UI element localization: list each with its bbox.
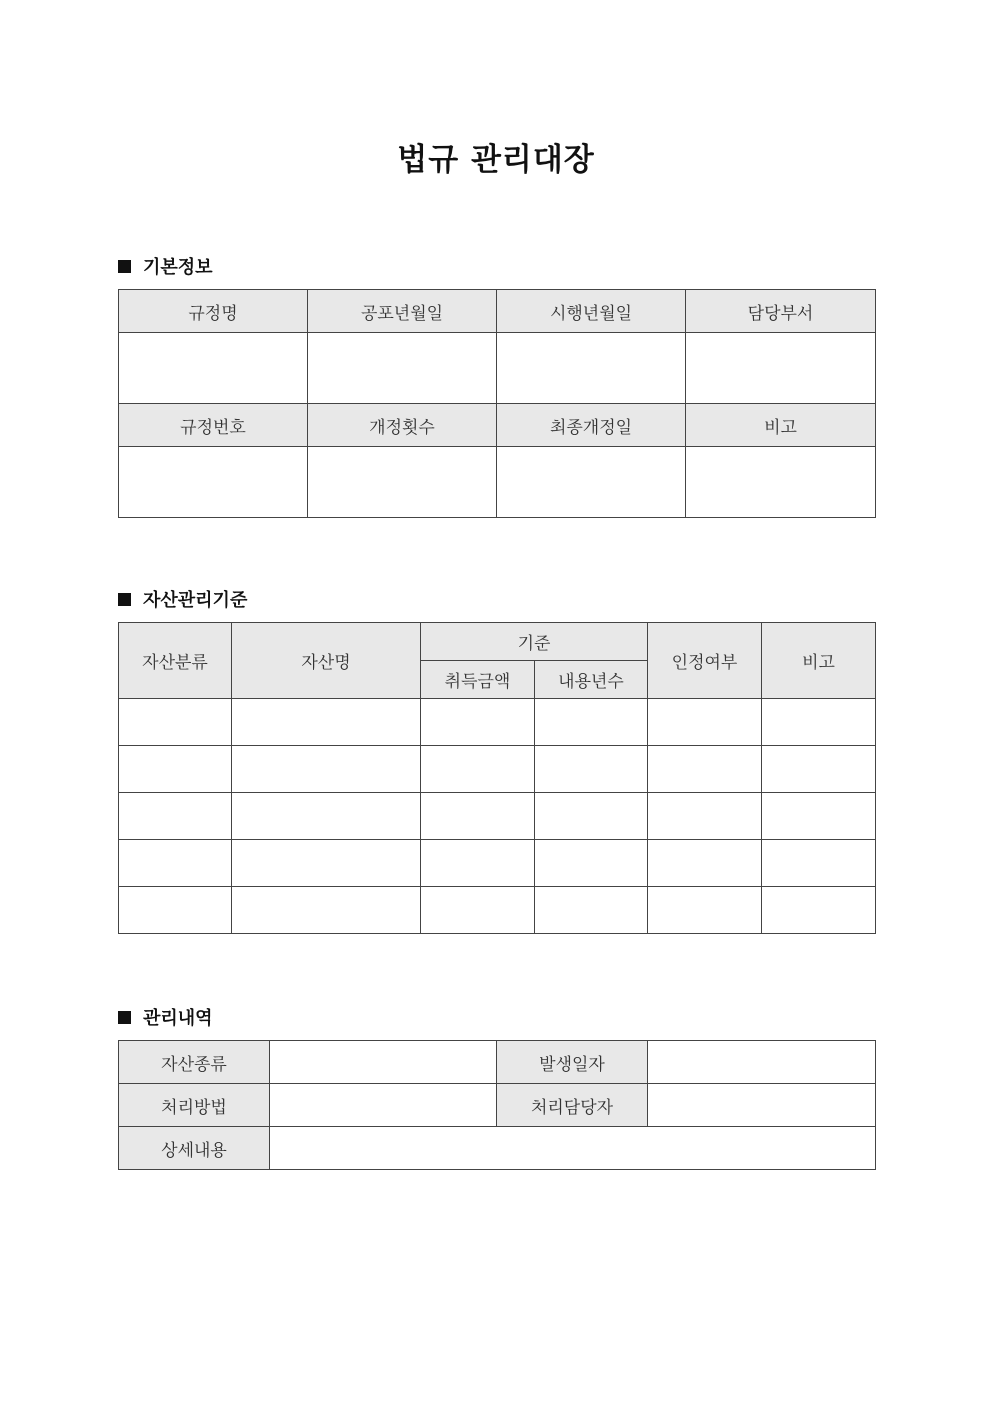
input-cell[interactable] <box>421 793 535 840</box>
header-row <box>119 404 876 447</box>
header-cell: 기준 <box>421 623 648 661</box>
input-cell[interactable] <box>648 793 762 840</box>
asset-criteria-table <box>118 622 876 934</box>
square-bullet-icon <box>118 1011 131 1024</box>
input-cell[interactable] <box>421 746 535 793</box>
table-row <box>119 840 876 887</box>
header-cell: 처리담당자 <box>497 1084 648 1127</box>
header-cell: 비고 <box>762 623 876 699</box>
header-cell: 발생일자 <box>497 1041 648 1084</box>
header-row <box>119 623 876 661</box>
input-cell[interactable] <box>119 333 308 404</box>
input-cell[interactable] <box>648 1084 876 1127</box>
header-cell: 규정명 <box>119 290 308 333</box>
basic-info-table <box>118 289 876 518</box>
input-cell[interactable] <box>308 333 497 404</box>
input-cell[interactable] <box>119 746 232 793</box>
table-row <box>119 699 876 746</box>
header-cell: 자산명 <box>232 623 421 699</box>
input-cell[interactable] <box>535 746 648 793</box>
table-row <box>119 793 876 840</box>
input-cell[interactable] <box>270 1127 876 1170</box>
section-label: 자산관리기준 <box>143 590 248 611</box>
section-label: 관리내역 <box>143 1008 213 1029</box>
header-cell: 공포년월일 <box>308 290 497 333</box>
section-heading-history <box>118 1004 213 1030</box>
input-cell[interactable] <box>270 1041 497 1084</box>
header-cell: 자산종류 <box>119 1041 270 1084</box>
management-history-table <box>118 1040 876 1170</box>
input-cell[interactable] <box>762 887 876 934</box>
input-cell[interactable] <box>232 793 421 840</box>
table-row <box>119 333 876 404</box>
input-cell[interactable] <box>648 699 762 746</box>
header-cell: 자산분류 <box>119 623 232 699</box>
input-cell[interactable] <box>270 1084 497 1127</box>
section-heading-basic <box>118 253 213 279</box>
input-cell[interactable] <box>648 1041 876 1084</box>
input-cell[interactable] <box>686 333 876 404</box>
input-cell[interactable] <box>497 447 686 518</box>
input-cell[interactable] <box>535 887 648 934</box>
input-cell[interactable] <box>119 793 232 840</box>
input-cell[interactable] <box>535 699 648 746</box>
input-cell[interactable] <box>421 699 535 746</box>
input-cell[interactable] <box>421 840 535 887</box>
section-heading-asset <box>118 586 247 612</box>
header-cell: 규정번호 <box>119 404 308 447</box>
header-cell: 개정횟수 <box>308 404 497 447</box>
input-cell[interactable] <box>648 746 762 793</box>
header-cell: 시행년월일 <box>497 290 686 333</box>
input-cell[interactable] <box>535 793 648 840</box>
table-row <box>119 1041 876 1084</box>
input-cell[interactable] <box>308 447 497 518</box>
square-bullet-icon <box>118 593 131 606</box>
input-cell[interactable] <box>686 447 876 518</box>
table-row <box>119 447 876 518</box>
input-cell[interactable] <box>762 793 876 840</box>
page-title: 법규 관리대장 <box>397 142 595 178</box>
header-cell: 취득금액 <box>421 661 535 699</box>
table-row <box>119 1127 876 1170</box>
header-cell: 인정여부 <box>648 623 762 699</box>
input-cell[interactable] <box>648 887 762 934</box>
square-bullet-icon <box>118 260 131 273</box>
header-cell: 내용년수 <box>535 661 648 699</box>
table-row <box>119 887 876 934</box>
input-cell[interactable] <box>762 840 876 887</box>
table-row <box>119 1084 876 1127</box>
header-row <box>119 290 876 333</box>
header-cell: 최종개정일 <box>497 404 686 447</box>
input-cell[interactable] <box>762 699 876 746</box>
header-cell: 담당부서 <box>686 290 876 333</box>
input-cell[interactable] <box>119 447 308 518</box>
header-cell: 비고 <box>686 404 876 447</box>
input-cell[interactable] <box>232 840 421 887</box>
table-row <box>119 746 876 793</box>
input-cell[interactable] <box>421 887 535 934</box>
input-cell[interactable] <box>648 840 762 887</box>
section-label: 기본정보 <box>143 257 213 278</box>
input-cell[interactable] <box>535 840 648 887</box>
input-cell[interactable] <box>762 746 876 793</box>
input-cell[interactable] <box>119 699 232 746</box>
input-cell[interactable] <box>119 840 232 887</box>
input-cell[interactable] <box>232 887 421 934</box>
input-cell[interactable] <box>232 699 421 746</box>
header-cell: 처리방법 <box>119 1084 270 1127</box>
header-cell: 상세내용 <box>119 1127 270 1170</box>
input-cell[interactable] <box>119 887 232 934</box>
input-cell[interactable] <box>232 746 421 793</box>
input-cell[interactable] <box>497 333 686 404</box>
